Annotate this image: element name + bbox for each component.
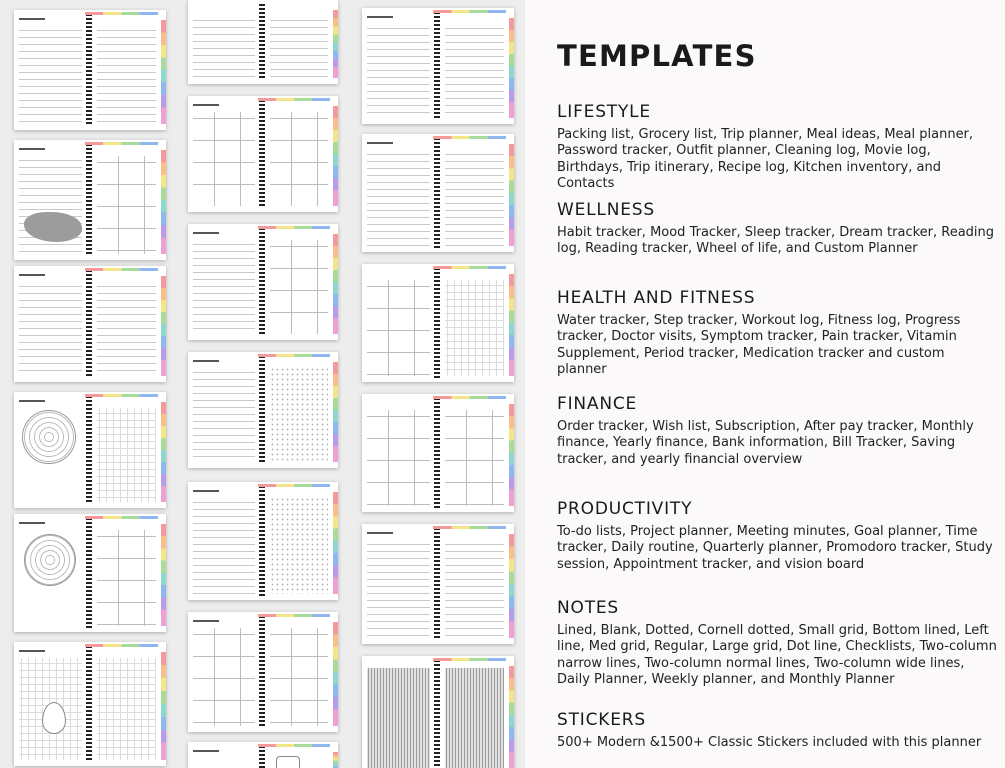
planner-page-right [265,224,332,340]
header-tabs [85,12,158,15]
section-heading: LIFESTYLE [557,102,651,122]
header-tabs [258,98,330,101]
planner-page-left [14,266,86,382]
section-wellness [557,200,997,258]
header-tabs [433,266,506,269]
jar-icon [276,756,300,768]
section-stickers [557,710,997,751]
page-heading-mark [367,532,393,534]
page-heading-mark [367,16,393,18]
planner-page-left [14,140,86,260]
planner-page-right [440,524,508,644]
side-tabs [161,20,166,124]
planner-page-right [265,0,332,84]
page-heading-mark [193,104,219,106]
planner-page-left [362,656,434,768]
section-finance [557,394,997,468]
page-heading-mark [193,232,219,234]
planner-page-right [440,134,508,252]
planner-page-right [440,8,508,124]
header-tabs [258,484,330,487]
page-heading-mark [19,274,45,276]
planner-page-left [362,264,434,382]
section-description: 500+ Modern &1500+ Classic Stickers included with this planner [557,735,982,750]
page-heading-mark [367,142,393,144]
thumbnail-appointment-tracker[interactable] [362,524,514,644]
planner-page-right [440,656,508,768]
section-heading: FINANCE [557,394,638,414]
thumbnail-project-planner[interactable] [188,96,338,212]
side-tabs [509,274,514,376]
header-tabs [258,354,330,357]
planner-page-right [265,612,332,732]
habit-wheel-icon [22,410,76,464]
side-tabs [161,402,166,502]
side-tabs [161,652,166,760]
side-tabs [509,534,514,638]
page-heading-mark [19,148,45,150]
planner-page-right [440,264,508,382]
planner-page-left [188,482,259,600]
side-tabs [509,18,514,118]
thumbnail-water-tracker[interactable] [14,642,166,766]
thumbnail-outfit-planner[interactable] [14,266,166,382]
page-heading-mark [193,360,219,362]
header-tabs [85,644,158,647]
section-lifestyle [557,102,997,193]
thumbnail-daily-routine[interactable] [188,482,338,600]
side-tabs [509,404,514,506]
planner-page-right [92,642,160,766]
side-tabs [161,276,166,376]
planner-page-right [265,96,332,212]
thumbnail-password-tracker[interactable] [188,0,338,84]
header-tabs [85,516,158,519]
header-tabs [258,226,330,229]
thumbnail-trip-planner[interactable] [14,140,166,260]
side-tabs [509,666,514,768]
side-tabs [333,622,338,726]
section-heading: WELLNESS [557,200,655,220]
planner-page-left [362,8,434,124]
thumbnail-saving-tracker[interactable] [188,742,338,768]
planner-page-right [265,482,332,600]
thumbnail-product-log[interactable] [188,224,338,340]
planner-page-right [92,266,160,382]
thumbnail-sticker-sheets[interactable] [362,264,514,382]
side-tabs [333,10,338,78]
header-tabs [433,10,506,13]
planner-page-left [188,0,259,84]
side-tabs [161,150,166,254]
planner-page-right [265,352,332,468]
page-heading-mark [193,490,219,492]
section-description: Order tracker, Wish list, Subscription, After pay tracker, Monthly finance, Yearly finance, Bank information, Bill Tracker, Saving tracker, and yearly financial overview [557,419,974,467]
thumbnail-packing-list[interactable] [14,10,166,130]
page-heading-mark [193,750,219,752]
section-heading: PRODUCTIVITY [557,499,693,519]
side-tabs [333,752,338,768]
section-description: Habit tracker, Mood Tracker, Sleep tracker, Dream tracker, Reading log, Reading tracker, Wheel of life, and Custom Planner [557,225,995,257]
planner-page-left [362,394,434,512]
page-heading-mark [19,650,45,652]
thumbnail-wheel-of-life[interactable] [14,514,166,632]
thumbnail-movie-log[interactable] [362,8,514,124]
thumbnail-habit-tracker[interactable] [14,392,166,508]
page-title: TEMPLATES [557,39,757,73]
planner-page-left [362,134,434,252]
side-tabs [509,144,514,246]
page-heading-mark [19,522,45,524]
thumbnail-quarterly-planner[interactable] [188,612,338,732]
header-tabs [258,614,330,617]
header-tabs [433,136,506,139]
header-tabs [258,744,330,747]
section-heading: HEALTH AND FITNESS [557,288,756,308]
planner-page-left [188,352,259,468]
thumbnail-two-column-notes[interactable] [362,656,514,768]
page-heading-mark [19,18,45,20]
section-description: Water tracker, Step tracker, Workout log, Fitness log, Progress tracker, Doctor visits, Symptom tracker, Pain tracker, Vitamin Supplement, Period tracker, Medication tracker and custom planner [557,313,961,378]
header-tabs [85,142,158,145]
section-description: To-do lists, Project planner, Meeting minutes, Goal planner, Time tracker, Daily routine, Quarterly planner, Promodoro tracker, Study session, Appointment tracker, and vision board [557,524,993,572]
planner-page-right [440,394,508,512]
thumbnail-contacts[interactable] [362,134,514,252]
side-tabs [333,492,338,594]
section-health-and-fitness [557,288,997,379]
section-notes [557,598,997,689]
planner-page-left [188,96,259,212]
header-tabs [433,526,506,529]
planner-page-right [92,140,160,260]
water-drop-icon [42,702,66,734]
header-tabs [433,658,506,661]
planner-page-left [188,742,259,768]
planner-page-left [14,10,86,130]
section-description: Lined, Blank, Dotted, Cornell dotted, Small grid, Bottom lined, Left line, Med grid, Regular, Large grid, Dot line, Checklists, Two-column narrow lines, Two-column normal lines, Two-column wide lines, Daily Planner, Weekly planner, and Monthly Planner [557,623,997,688]
side-tabs [333,362,338,462]
header-tabs [85,268,158,271]
header-tabs [433,396,506,399]
header-tabs [85,394,158,397]
planner-page-right [92,392,160,508]
planner-page-left [188,612,259,732]
section-heading: STICKERS [557,710,646,730]
planner-page-right [92,10,160,130]
planner-page-left [188,224,259,340]
side-tabs [333,106,338,206]
section-description: Packing list, Grocery list, Trip planner, Meal ideas, Meal planner, Password tracker, Outfit planner, Cleaning log, Movie log, Birthdays, Trip itinerary, Recipe log, Kitchen inventory, and Contacts [557,127,974,192]
planner-page-left [362,524,434,644]
section-heading: NOTES [557,598,620,618]
thumbnail-food-tracker[interactable] [188,352,338,468]
planner-page-right [92,514,160,632]
life-wheel-icon [24,534,76,586]
thumbnail-grid-notes[interactable] [362,394,514,512]
side-tabs [161,524,166,626]
section-productivity [557,499,997,573]
side-tabs [333,234,338,334]
page-heading-mark [19,400,45,402]
page-heading-mark [193,620,219,622]
